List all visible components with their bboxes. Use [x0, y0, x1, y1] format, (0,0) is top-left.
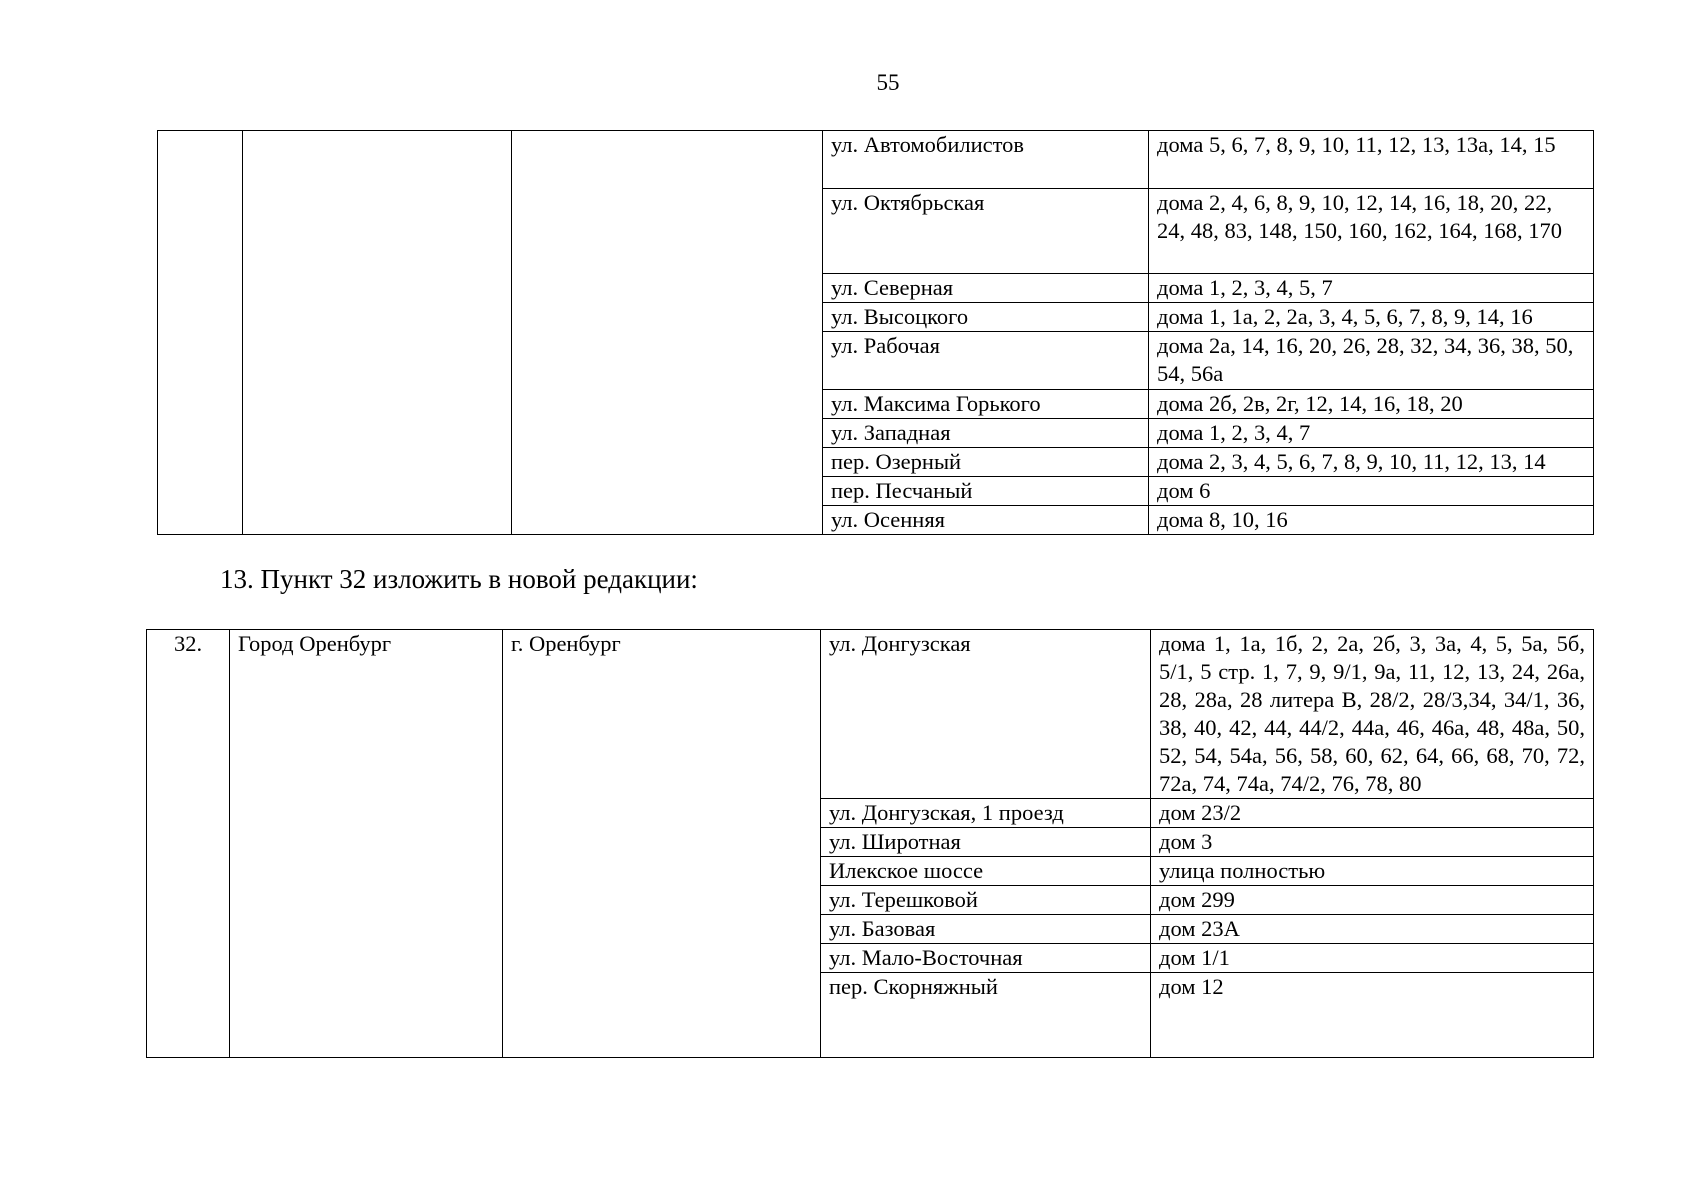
street-cell: ул. Высоцкого: [823, 303, 1149, 332]
houses-cell: улица полностью: [1151, 857, 1594, 886]
houses-cell: дом 1/1: [1151, 944, 1594, 973]
amendment-paragraph: 13. Пункт 32 изложить в новой редакции:: [220, 564, 698, 594]
street-cell: ул. Западная: [823, 419, 1149, 448]
houses-cell: дома 2а, 14, 16, 20, 26, 28, 32, 34, 36, 38, 50, 54, 56а: [1149, 332, 1594, 390]
empty-number-cell: [158, 131, 243, 535]
houses-cell: дома 2, 3, 4, 5, 6, 7, 8, 9, 10, 11, 12, 13, 14: [1149, 448, 1594, 477]
empty-locality-cell: [512, 131, 823, 535]
houses-cell: дом 23/2: [1151, 799, 1594, 828]
houses-cell: дом 3: [1151, 828, 1594, 857]
district-cell: Город Оренбург: [230, 630, 503, 1058]
street-cell: ул. Базовая: [821, 915, 1151, 944]
houses-cell: дом 23А: [1151, 915, 1594, 944]
street-cell: ул. Рабочая: [823, 332, 1149, 390]
table-row: [147, 630, 1594, 799]
page-number: 55: [876, 70, 900, 95]
empty-district-cell: [243, 131, 512, 535]
street-cell: ул. Октябрьская: [823, 189, 1149, 274]
houses-cell: дома 1, 1а, 2, 2а, 3, 4, 5, 6, 7, 8, 9, 14, 16: [1149, 303, 1594, 332]
street-cell: Илекское шоссе: [821, 857, 1151, 886]
street-cell: ул. Максима Горького: [823, 390, 1149, 419]
houses-cell: дом 6: [1149, 477, 1594, 506]
street-cell: ул. Северная: [823, 274, 1149, 303]
street-cell: пер. Скорняжный: [821, 973, 1151, 1058]
houses-cell: дома 1, 2, 3, 4, 7: [1149, 419, 1594, 448]
street-cell: ул. Терешковой: [821, 886, 1151, 915]
houses-cell: дома 2б, 2в, 2г, 12, 14, 16, 18, 20: [1149, 390, 1594, 419]
houses-cell: дома 2, 4, 6, 8, 9, 10, 12, 14, 16, 18, 20, 22, 24, 48, 83, 148, 150, 160, 162, 164, 168, 170: [1149, 189, 1594, 274]
street-cell: пер. Песчаный: [823, 477, 1149, 506]
street-cell: ул. Донгузская: [821, 630, 1151, 799]
item-number-cell: 32.: [147, 630, 230, 1058]
item-32-address-table: [146, 629, 1594, 1058]
houses-cell: дома 1, 2, 3, 4, 5, 7: [1149, 274, 1594, 303]
locality-cell: г. Оренбург: [503, 630, 821, 1058]
street-cell: ул. Автомобилистов: [823, 131, 1149, 189]
street-cell: ул. Осенняя: [823, 506, 1149, 535]
table-row: [158, 131, 1594, 189]
continued-address-table: [157, 130, 1594, 535]
houses-cell: дом 12: [1151, 973, 1594, 1058]
street-cell: ул. Донгузская, 1 проезд: [821, 799, 1151, 828]
houses-cell: дома 8, 10, 16: [1149, 506, 1594, 535]
houses-cell: дом 299: [1151, 886, 1594, 915]
street-cell: ул. Мало-Восточная: [821, 944, 1151, 973]
houses-cell: дома 5, 6, 7, 8, 9, 10, 11, 12, 13, 13а, 14, 15: [1149, 131, 1594, 189]
street-cell: пер. Озерный: [823, 448, 1149, 477]
street-cell: ул. Широтная: [821, 828, 1151, 857]
houses-cell: дома 1, 1а, 1б, 2, 2а, 2б, 3, 3а, 4, 5, 5а, 5б, 5/1, 5 стр. 1, 7, 9, 9/1, 9а, 11, 12, 13, 24, 26а, 28, 28а, 28 литера В, 28/2, 28/3,34, 34/1, 36, 38, 40, 42, 44, 44/2, 44а, 46, 46а, 48, 48а, 50, 52, 54, 54а, 56, 58, 60, 62, 64, 66, 68, 70, 72, 72а, 74, 74а, 74/2, 76, 78, 80: [1151, 630, 1594, 799]
